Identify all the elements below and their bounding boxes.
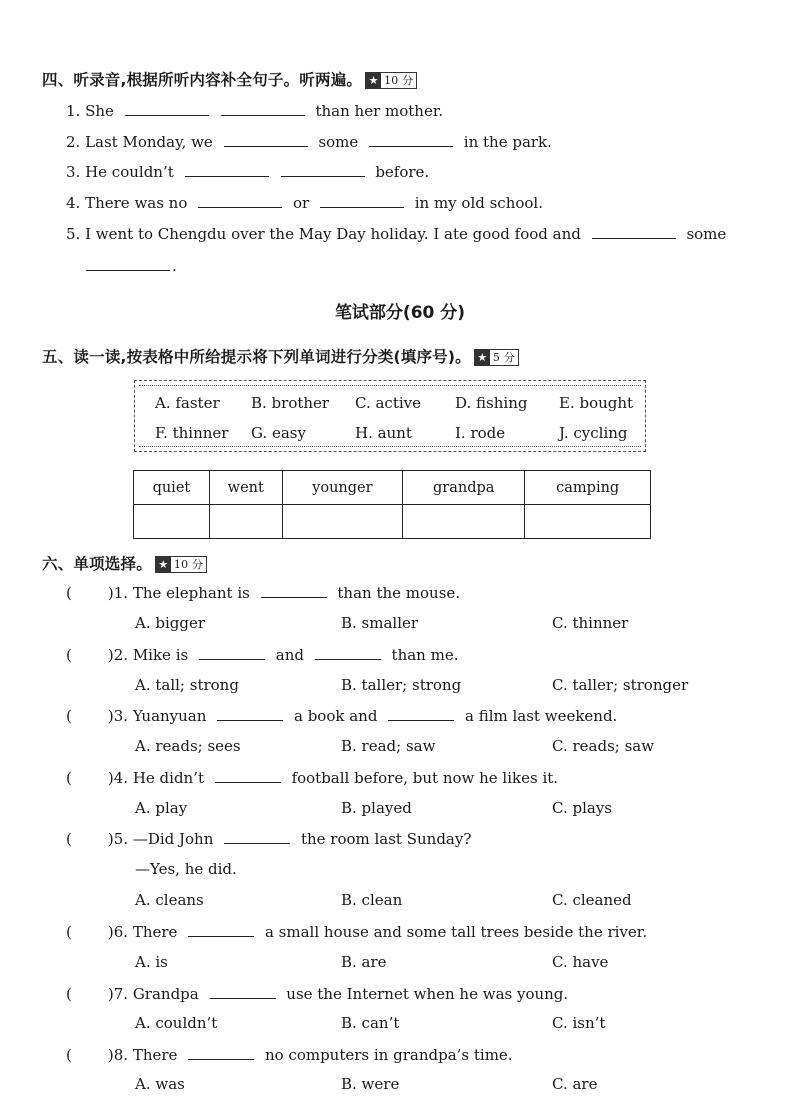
table-header: camping: [525, 471, 651, 505]
score-badge: [365, 72, 417, 89]
question-text: the room last Sunday?: [300, 830, 472, 848]
word-option: A. faster: [155, 394, 220, 412]
table-header: went: [209, 471, 282, 505]
answer-blank[interactable]: [369, 132, 453, 147]
option-a: A. was: [135, 1075, 185, 1093]
item-text: 4. There was no: [66, 194, 188, 212]
item-text: 3. He couldn’t: [66, 163, 174, 181]
section-5-title: [42, 345, 519, 367]
answer-paren[interactable]: (: [66, 769, 72, 787]
answer-blank: [210, 984, 276, 999]
option-c: C. thinner: [552, 614, 629, 632]
word-option: D. fishing: [455, 394, 528, 412]
listening-item-2: [66, 132, 552, 151]
question-text: than me.: [391, 646, 459, 664]
item-text: in the park.: [463, 133, 552, 151]
answer-paren[interactable]: (: [66, 985, 72, 1003]
question-text: a book and: [293, 707, 378, 725]
word-option: J. cycling: [559, 424, 628, 442]
word-option: B. brother: [251, 394, 330, 412]
score-badge: [474, 349, 519, 366]
classification-table: [133, 470, 651, 539]
question-number: )5.: [107, 830, 129, 848]
listening-item-4: [66, 193, 543, 212]
question-text: a film last weekend.: [464, 707, 618, 725]
answer-blank: [388, 706, 454, 721]
question-text: —Did John: [132, 830, 214, 848]
question-7: [66, 984, 568, 1003]
option-c: C. have: [552, 953, 609, 971]
question-text: He didn’t: [132, 769, 204, 787]
question-1: [66, 583, 460, 602]
answer-cell[interactable]: [525, 505, 651, 539]
section-4-title-text: 四、听录音,根据所听内容补全句子。听两遍。: [42, 71, 363, 89]
question-number: )6.: [107, 923, 129, 941]
listening-item-3: [66, 162, 429, 181]
answer-blank: [215, 768, 281, 783]
answer-paren[interactable]: (: [66, 1046, 72, 1064]
question-text: The elephant is: [132, 584, 250, 602]
option-c: C. reads; saw: [552, 737, 655, 755]
item-text: before.: [375, 163, 430, 181]
option-a: A. couldn’t: [135, 1014, 218, 1032]
answer-cell[interactable]: [134, 505, 210, 539]
question-6: [66, 922, 647, 941]
question-text: Mike is: [132, 646, 189, 664]
question-5-reply: —Yes, he did.: [135, 860, 237, 878]
answer-paren[interactable]: (: [66, 646, 72, 664]
question-number: )8.: [107, 1046, 129, 1064]
question-text: There: [132, 923, 178, 941]
score-text: 10 分: [173, 558, 204, 571]
question-2: [66, 645, 458, 664]
table-header: quiet: [134, 471, 210, 505]
item-text: 1. She: [66, 102, 114, 120]
question-number: )4.: [107, 769, 129, 787]
question-4: [66, 768, 558, 787]
table-header: grandpa: [403, 471, 525, 505]
answer-blank: [261, 583, 327, 598]
question-number: )1.: [107, 584, 129, 602]
answer-paren[interactable]: (: [66, 707, 72, 725]
answer-cell[interactable]: [403, 505, 525, 539]
option-c: C. plays: [552, 799, 612, 817]
question-number: )2.: [107, 646, 129, 664]
answer-blank: [188, 922, 254, 937]
answer-paren[interactable]: (: [66, 830, 72, 848]
section-5-title-text: 五、读一读,按表格中所给提示将下列单词进行分类(填序号)。: [42, 348, 471, 366]
score-text: 10 分: [384, 74, 414, 87]
option-b: B. taller; strong: [341, 676, 462, 694]
question-8: [66, 1045, 513, 1064]
section-6-title-text: 六、单项选择。: [42, 555, 152, 573]
written-part-title: 笔试部分(60 分): [334, 303, 466, 323]
option-a: A. cleans: [135, 891, 204, 909]
answer-paren[interactable]: (: [66, 923, 72, 941]
option-c: C. are: [552, 1075, 598, 1093]
star-icon: ★: [475, 350, 490, 365]
word-option: G. easy: [251, 424, 306, 442]
option-b: B. smaller: [341, 614, 419, 632]
answer-blank[interactable]: [86, 256, 170, 271]
option-b: B. read; saw: [341, 737, 436, 755]
answer-blank: [224, 829, 290, 844]
score-text: 5 分: [492, 351, 515, 364]
answer-blank[interactable]: [224, 132, 308, 147]
word-bank: [134, 380, 646, 452]
option-c: C. isn’t: [552, 1014, 606, 1032]
question-text: a small house and some tall trees beside the river.: [264, 923, 648, 941]
question-text: than the mouse.: [337, 584, 461, 602]
option-a: A. reads; sees: [135, 737, 241, 755]
question-text: no computers in grandpa’s time.: [264, 1046, 513, 1064]
listening-item-5-cont: [82, 256, 177, 275]
question-text: Yuanyuan: [132, 707, 207, 725]
answer-blank: [315, 645, 381, 660]
word-option: H. aunt: [355, 424, 412, 442]
table-header: younger: [282, 471, 402, 505]
option-a: A. bigger: [135, 614, 206, 632]
question-text: Grandpa: [132, 985, 199, 1003]
option-b: B. clean: [341, 891, 403, 909]
question-3: [66, 706, 617, 725]
answer-blank[interactable]: [125, 101, 209, 116]
item-text: some: [318, 133, 359, 151]
option-a: A. play: [135, 799, 188, 817]
answer-blank[interactable]: [592, 224, 676, 239]
option-a: A. is: [135, 953, 168, 971]
word-option: F. thinner: [155, 424, 229, 442]
listening-item-1: [66, 101, 443, 120]
answer-blank[interactable]: [320, 193, 404, 208]
question-text: football before, but now he likes it.: [291, 769, 559, 787]
item-text: 5. I went to Chengdu over the May Day holiday. I ate good food and: [66, 225, 581, 243]
question-5: [66, 829, 471, 848]
score-badge: [155, 556, 207, 573]
answer-blank[interactable]: [185, 162, 269, 177]
option-a: A. tall; strong: [135, 676, 239, 694]
option-c: C. cleaned: [552, 891, 632, 909]
answer-blank[interactable]: [281, 162, 365, 177]
answer-blank[interactable]: [198, 193, 282, 208]
section-4-title: [42, 68, 417, 90]
question-number: )7.: [107, 985, 129, 1003]
item-text: or: [292, 194, 310, 212]
question-number: )3.: [107, 707, 129, 725]
section-6-title: [42, 552, 207, 574]
option-b: B. were: [341, 1075, 400, 1093]
item-text: than her mother.: [315, 102, 444, 120]
star-icon: ★: [156, 557, 171, 572]
option-c: C. taller; stronger: [552, 676, 689, 694]
star-icon: ★: [366, 73, 381, 88]
answer-blank: [188, 1045, 254, 1060]
table-answer-row: [134, 505, 651, 539]
answer-blank: [217, 706, 283, 721]
answer-cell[interactable]: [282, 505, 402, 539]
item-text: some: [686, 225, 727, 243]
question-text: There: [132, 1046, 178, 1064]
answer-blank: [199, 645, 265, 660]
answer-cell[interactable]: [209, 505, 282, 539]
item-text: 2. Last Monday, we: [66, 133, 213, 151]
question-text: use the Internet when he was young.: [286, 985, 569, 1003]
word-option: C. active: [355, 394, 421, 412]
item-text: in my old school.: [414, 194, 543, 212]
answer-paren[interactable]: (: [66, 584, 72, 602]
question-text: and: [275, 646, 304, 664]
word-option: I. rode: [455, 424, 506, 442]
answer-blank[interactable]: [221, 101, 305, 116]
item-text: .: [172, 257, 177, 275]
option-b: B. are: [341, 953, 387, 971]
word-option: E. bought: [559, 394, 634, 412]
listening-item-5: [66, 224, 726, 243]
option-b: B. played: [341, 799, 412, 817]
option-b: B. can’t: [341, 1014, 400, 1032]
table-header-row: [134, 471, 651, 505]
